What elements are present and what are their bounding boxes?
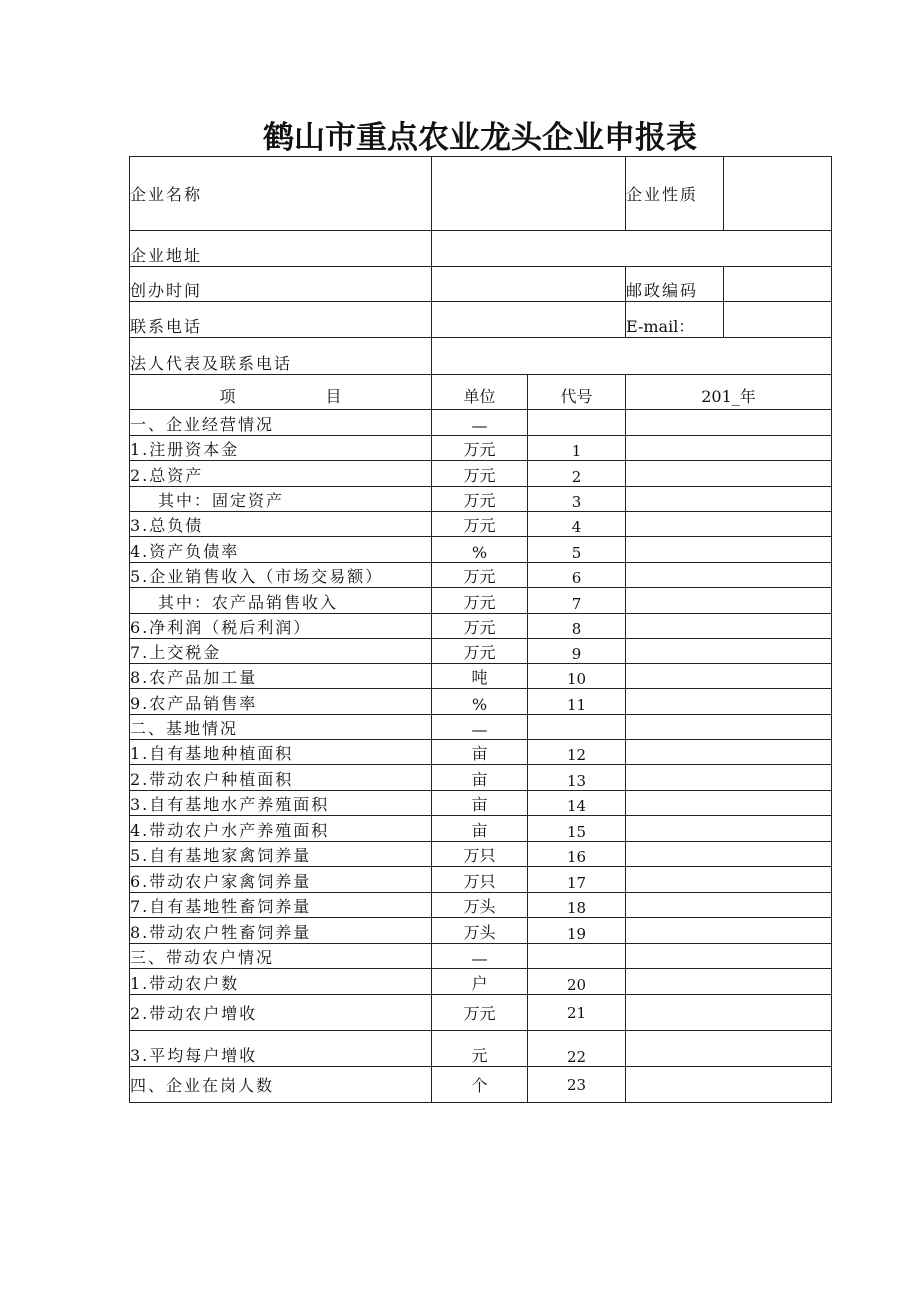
header-code: 代号 [528,375,626,410]
row-header [130,375,832,410]
row-unit: 万元 [432,995,528,1031]
row-unit: 万头 [432,893,528,918]
row-value-input[interactable] [626,816,832,842]
row-value-input[interactable] [626,410,832,436]
table-row [130,791,832,816]
row-code: 9 [528,639,626,664]
row-item: 2.带动农户增收 [130,995,432,1031]
label-phone: 联系电话 [130,302,432,338]
row-item: 四、企业在岗人数 [130,1067,432,1103]
row-item: 1.带动农户数 [130,969,432,995]
row-unit: 万元 [432,639,528,664]
row-code [528,944,626,969]
row-value-input[interactable] [626,791,832,816]
row-value-input[interactable] [626,537,832,563]
table-row [130,537,832,563]
row-code: 14 [528,791,626,816]
table-row [130,893,832,918]
table-row [130,614,832,639]
label-legal-rep: 法人代表及联系电话 [130,338,432,375]
table-row [130,1067,832,1103]
input-legal-rep[interactable] [432,338,832,375]
row-unit: % [432,537,528,563]
table-row [130,969,832,995]
header-item-a: 项 [219,387,236,406]
row-code: 16 [528,842,626,867]
row-value-input[interactable] [626,765,832,791]
row-code: 5 [528,537,626,563]
application-form [129,156,832,1103]
label-email: E-mail： [626,302,724,338]
table-row [130,639,832,664]
table-row [130,816,832,842]
table-row [130,410,832,436]
row-unit: 亩 [432,791,528,816]
row-item: 其中：农产品销售收入 [130,588,432,614]
row-code: 6 [528,563,626,588]
label-address: 企业地址 [130,231,432,267]
page-title: 鹤山市重点农业龙头企业申报表 [263,120,697,156]
row-item: 9.农产品销售率 [130,689,432,715]
row-code [528,715,626,740]
row-item: 7.上交税金 [130,639,432,664]
row-value-input[interactable] [626,918,832,944]
header-year: 201_年 [626,375,832,410]
input-phone[interactable] [432,302,626,338]
row-unit: 吨 [432,664,528,689]
row-code: 3 [528,487,626,512]
table-row [130,563,832,588]
input-postcode[interactable] [724,267,832,302]
table-row [130,765,832,791]
row-unit: 元 [432,1031,528,1067]
row-value-input[interactable] [626,995,832,1031]
header-item [130,375,432,410]
row-unit: 个 [432,1067,528,1103]
row-company-name [130,157,832,231]
row-item: 8.农产品加工量 [130,664,432,689]
row-item: 5.自有基地家禽饲养量 [130,842,432,867]
row-value-input[interactable] [626,461,832,487]
input-founded[interactable] [432,267,626,302]
row-code: 7 [528,588,626,614]
row-item: 2.带动农户种植面积 [130,765,432,791]
row-value-input[interactable] [626,893,832,918]
row-code: 11 [528,689,626,715]
input-email[interactable] [724,302,832,338]
row-value-input[interactable] [626,969,832,995]
row-code: 12 [528,740,626,765]
table-row [130,436,832,461]
row-item: 一、企业经营情况 [130,410,432,436]
row-item: 7.自有基地牲畜饲养量 [130,893,432,918]
table-row [130,664,832,689]
row-unit: % [432,689,528,715]
input-address[interactable] [432,231,832,267]
table-row [130,842,832,867]
row-unit: 万只 [432,867,528,893]
row-item: 4.带动农户水产养殖面积 [130,816,432,842]
table-row [130,918,832,944]
header-unit: 单位 [432,375,528,410]
row-code: 2 [528,461,626,487]
row-value-input[interactable] [626,715,832,740]
label-company-nature: 企业性质 [626,157,724,231]
input-company-nature[interactable] [724,157,832,231]
row-unit: 万元 [432,461,528,487]
row-value-input[interactable] [626,512,832,537]
row-value-input[interactable] [626,487,832,512]
header-item-b: 目 [325,387,342,406]
row-code: 10 [528,664,626,689]
row-item: 3.自有基地水产养殖面积 [130,791,432,816]
row-item: 8.带动农户牲畜饲养量 [130,918,432,944]
row-value-input[interactable] [626,842,832,867]
row-unit: 万元 [432,512,528,537]
row-unit: 万只 [432,842,528,867]
row-unit: 亩 [432,765,528,791]
row-code: 13 [528,765,626,791]
row-unit: 万头 [432,918,528,944]
row-code: 1 [528,436,626,461]
row-unit: — [432,944,528,969]
table-row [130,944,832,969]
row-value-input[interactable] [626,588,832,614]
row-code: 4 [528,512,626,537]
row-value-input[interactable] [626,664,832,689]
row-item: 4.资产负债率 [130,537,432,563]
table-row [130,1031,832,1067]
row-value-input[interactable] [626,436,832,461]
row-item: 6.带动农户家禽饲养量 [130,867,432,893]
row-code: 23 [528,1067,626,1103]
row-value-input[interactable] [626,614,832,639]
label-company-name: 企业名称 [130,157,432,231]
row-code: 17 [528,867,626,893]
row-item: 1.注册资本金 [130,436,432,461]
table-row [130,995,832,1031]
row-unit: 亩 [432,740,528,765]
row-code: 22 [528,1031,626,1067]
row-unit: 万元 [432,588,528,614]
row-code: 15 [528,816,626,842]
row-code: 18 [528,893,626,918]
row-unit: 万元 [432,614,528,639]
row-value-input[interactable] [626,1067,832,1103]
row-value-input[interactable] [626,740,832,765]
row-item: 2.总资产 [130,461,432,487]
row-address [130,231,832,267]
table-row [130,512,832,537]
row-item: 3.平均每户增收 [130,1031,432,1067]
row-legal-rep [130,338,832,375]
label-founded: 创办时间 [130,267,432,302]
row-code [528,410,626,436]
row-value-input[interactable] [626,689,832,715]
row-value-input[interactable] [626,944,832,969]
row-value-input[interactable] [626,1031,832,1067]
table-row [130,689,832,715]
row-code: 19 [528,918,626,944]
row-unit: 亩 [432,816,528,842]
row-unit: 万元 [432,436,528,461]
row-item: 3.总负债 [130,512,432,537]
table-row [130,461,832,487]
row-code: 8 [528,614,626,639]
row-unit: 户 [432,969,528,995]
label-postcode: 邮政编码 [626,267,724,302]
row-item: 三、带动农户情况 [130,944,432,969]
row-founded [130,267,832,302]
table-row [130,588,832,614]
row-phone [130,302,832,338]
row-unit: — [432,715,528,740]
row-item: 其中：固定资产 [130,487,432,512]
row-item: 6.净利润（税后利润） [130,614,432,639]
row-code: 21 [528,995,626,1031]
table-row [130,715,832,740]
row-item: 二、基地情况 [130,715,432,740]
row-unit: — [432,410,528,436]
input-company-name[interactable] [432,157,626,231]
table-row [130,740,832,765]
row-code: 20 [528,969,626,995]
table-row [130,487,832,512]
row-value-input[interactable] [626,563,832,588]
row-item: 5.企业销售收入（市场交易额） [130,563,432,588]
row-item: 1.自有基地种植面积 [130,740,432,765]
row-value-input[interactable] [626,639,832,664]
table-row [130,867,832,893]
row-unit: 万元 [432,563,528,588]
row-value-input[interactable] [626,867,832,893]
row-unit: 万元 [432,487,528,512]
